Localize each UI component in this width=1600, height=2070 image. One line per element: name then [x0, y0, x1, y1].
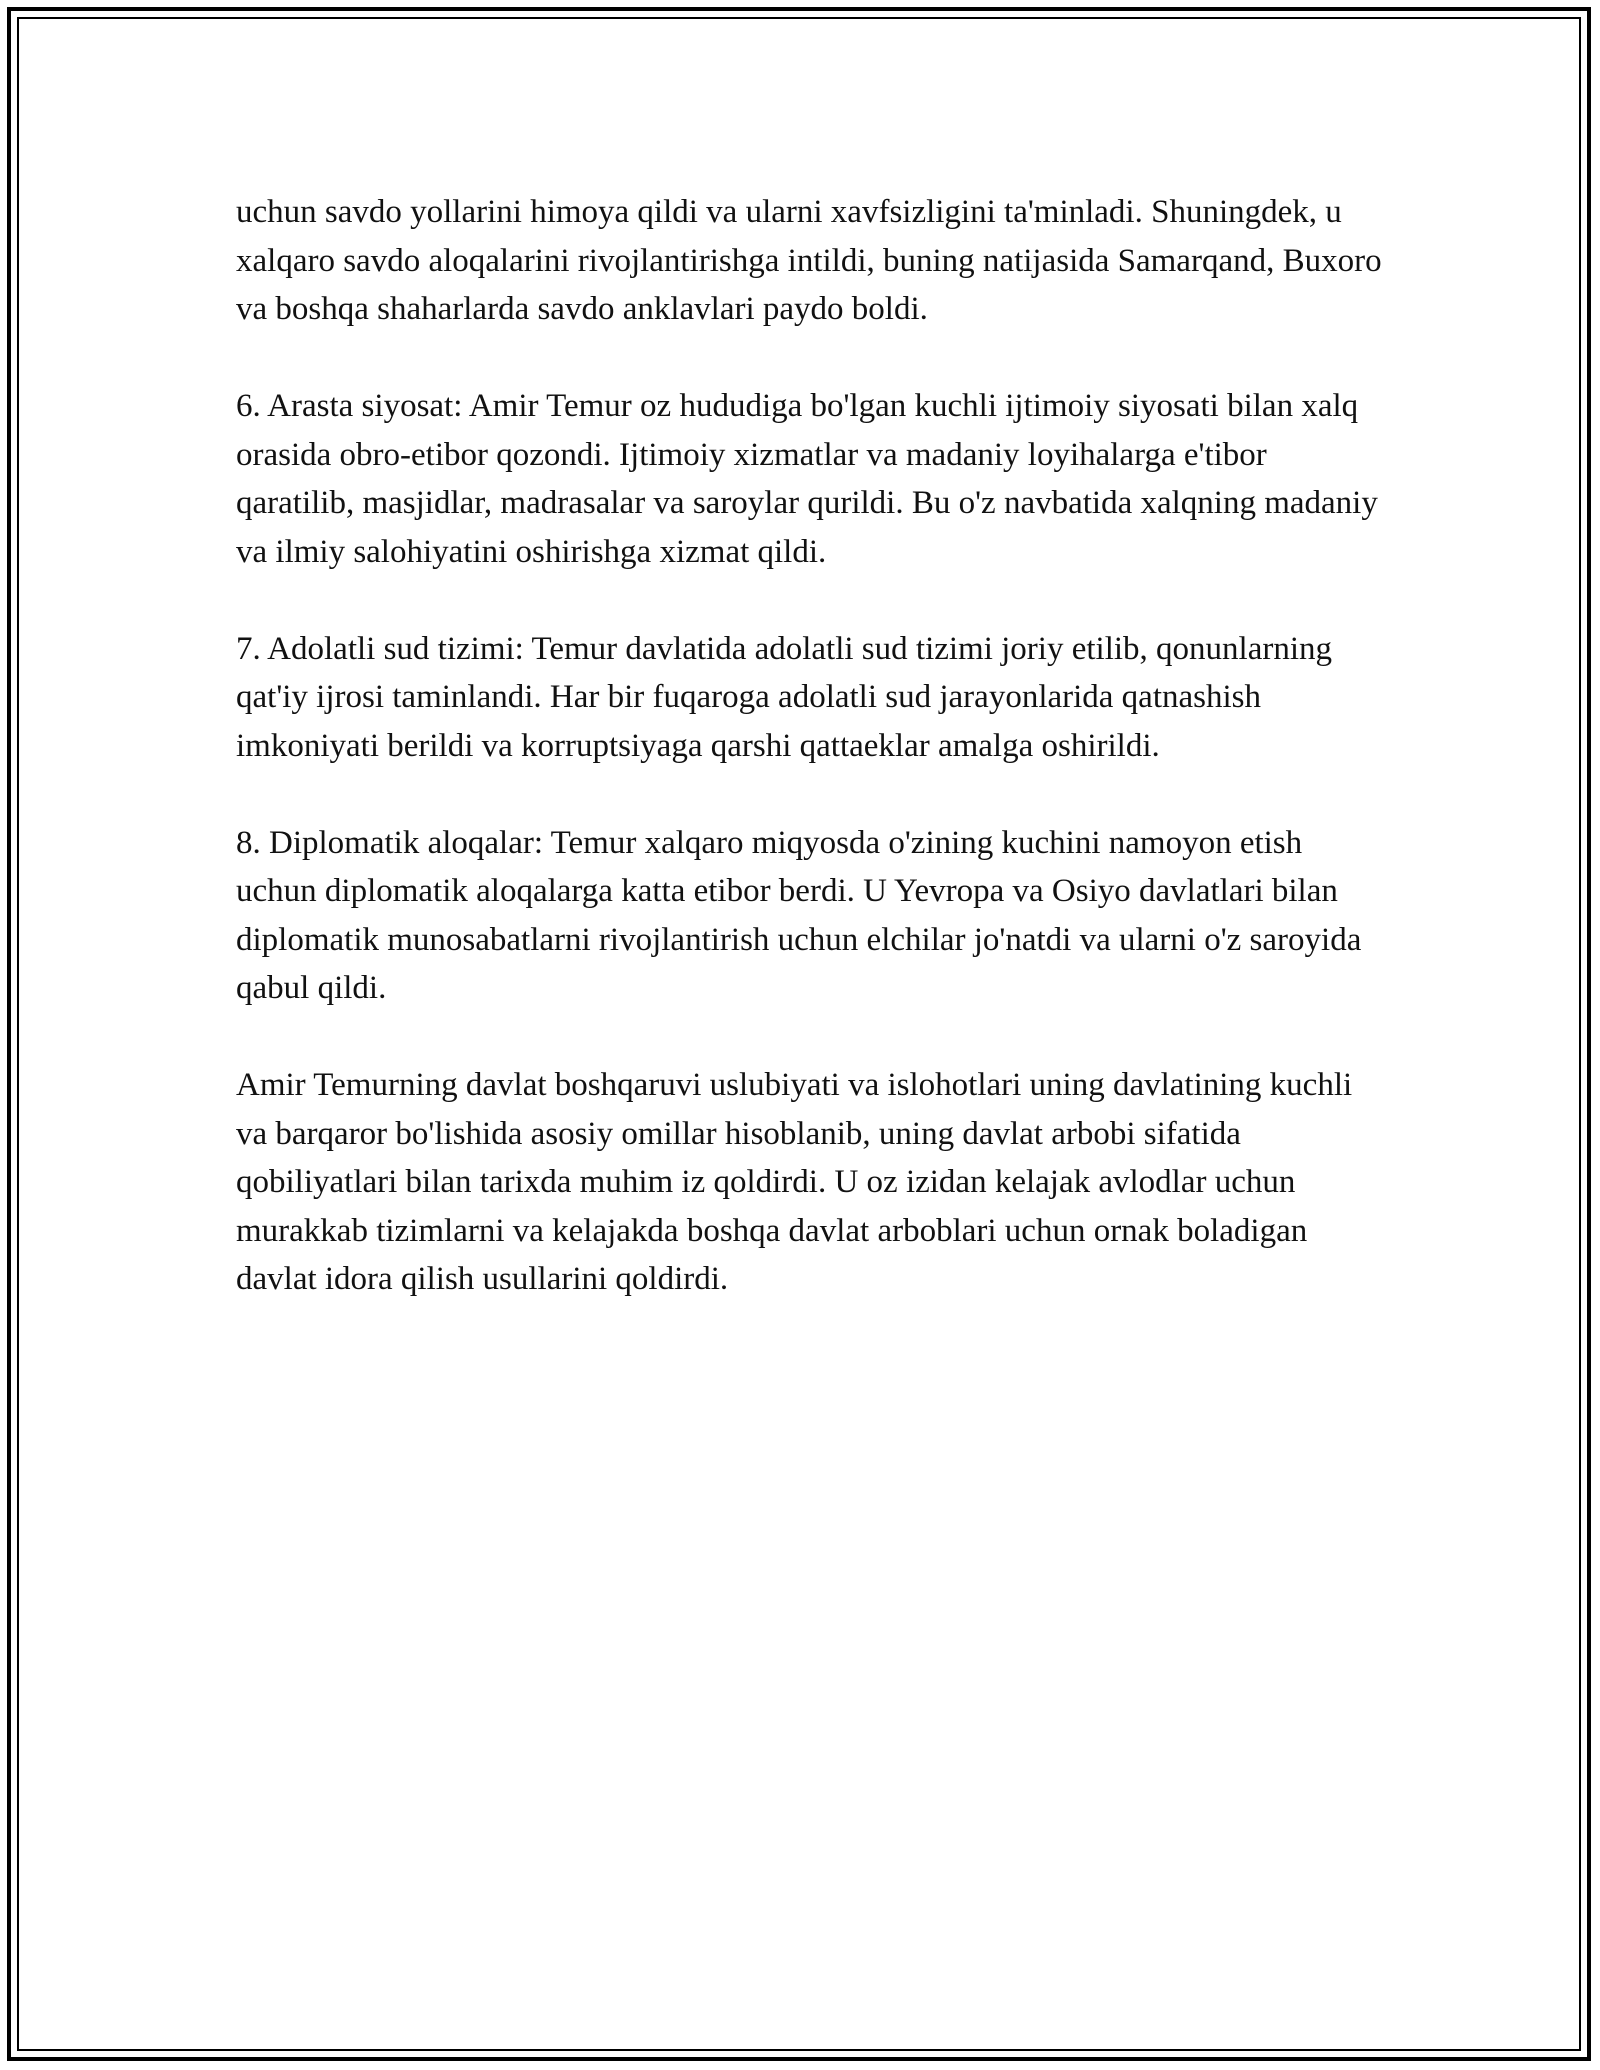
- paragraph-justice-system: 7. Adolatli sud tizimi: Temur davlatida adolatli sud tizimi joriy etilib, qonunlarning qat'iy ijrosi taminlandi. Har bir fuqaroga adolatli sud jarayonlarida qatnashish imkoniyati berildi va korruptsiyaga qarshi qattaeklar amalga oshirildi.: [236, 630, 1333, 764]
- document-body: [236, 188, 1386, 1352]
- paragraph-trade-routes: uchun savdo yollarini himoya qildi va ularni xavfsizligini ta'minladi. Shuningdek, u xalqaro savdo aloqalarini rivojlantirishga intildi, buning natijasida Samarqand, Buxoro va boshqa shaharlarda savdo anklavlari paydo boldi.: [236, 194, 1382, 327]
- paragraph-conclusion: Amir Temurning davlat boshqaruvi uslubiyati va islohotlari uning davlatining kuchli va barqaror bo'lishida asosiy omillar hisoblanib, uning davlat arbobi sifatida qobiliyatlari bilan tarixda muhim iz qoldirdi. U oz izidan kelajak avlodlar uchun murakkab tizimlarni va kelajakda boshqa davlat arboblari uchun ornak boladigan davlat idora qilish usullarini qoldirdi.: [236, 1067, 1353, 1297]
- paragraph-diplomatic-relations: 8. Diplomatik aloqalar: Temur xalqaro miqyosda o'zining kuchini namoyon etish uchun diplomatik aloqalarga katta etibor berdi. U Yevropa va Osiyo davlatlari bilan diplomatik munosabatlarni rivojlantirish uchun elchilar jo'natdi va ularni o'z saroyida qabul qildi.: [236, 824, 1362, 1006]
- paragraph-social-policy: 6. Arasta siyosat: Amir Temur oz hududiga bo'lgan kuchli ijtimoiy siyosati bilan xalq orasida obro-etibor qozondi. Ijtimoiy xizmatlar va madaniy loyihalarga e'tibor qaratilib, masjidlar, madrasalar va saroylar qurildi. Bu o'z navbatida xalqning madaniy va ilmiy salohiyatini oshirishga xizmat qildi.: [236, 388, 1378, 570]
